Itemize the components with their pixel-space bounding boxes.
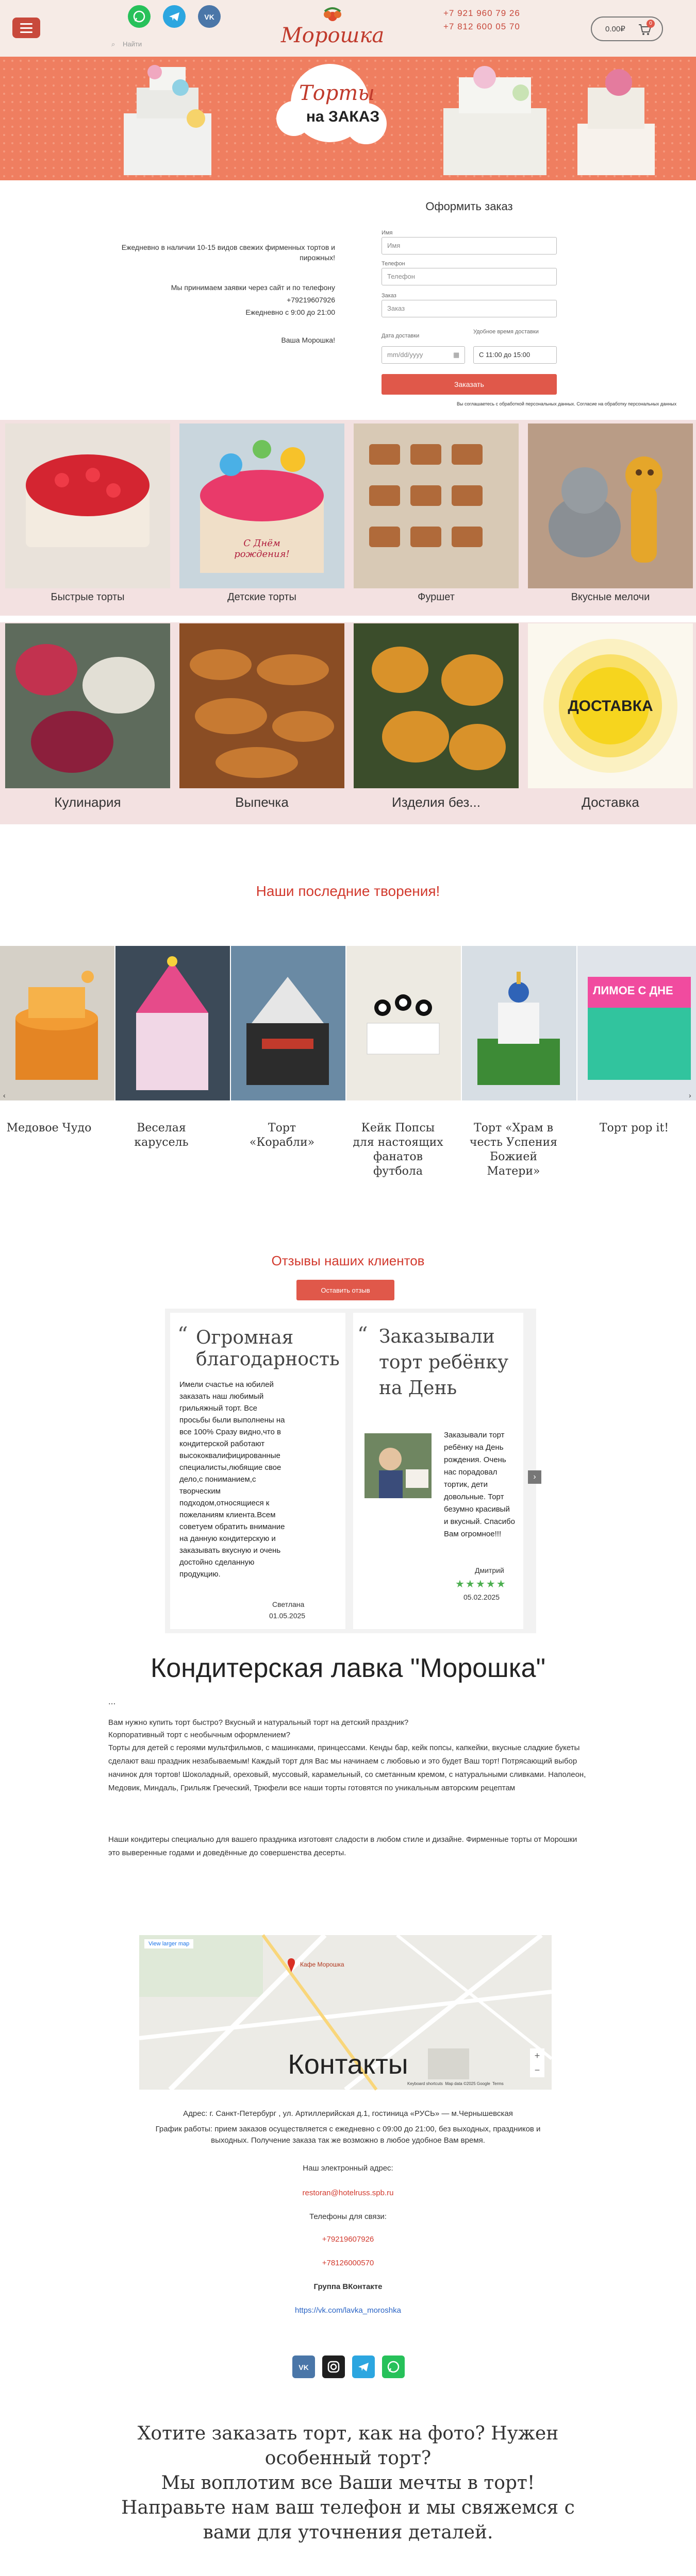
- contact-email-link[interactable]: restoran@hotelruss.spb.ru: [302, 2189, 394, 2197]
- hero-title: Торты: [299, 81, 375, 105]
- phones-label: Телефоны для связи:: [309, 2212, 387, 2221]
- review-date: 01.05.2025: [269, 1612, 306, 1620]
- review-text: Заказывали торт ребёнку на День рождения. Очень нас порадовал тортик, дети довольные. Торт безумно красивый и вкусный. Спасибо Вам огромное!!!: [444, 1431, 515, 1538]
- calendar-icon: ▦: [453, 351, 460, 359]
- cta-heading: Хотите заказать торт, как на фото? Нужен особенный торт? Мы воплотим все Ваши мечты в торт! Направьте нам ваш телефон и мы свяжемся с вами для уточнения деталей.: [121, 2423, 575, 2543]
- cart-button[interactable]: [591, 16, 663, 41]
- category-cooking[interactable]: [5, 623, 170, 819]
- work-slide[interactable]: [0, 946, 114, 1100]
- category-buffet[interactable]: [354, 423, 519, 609]
- contact-phone-link-1[interactable]: +79219607926: [322, 2235, 374, 2244]
- info-phone[interactable]: +79219607926: [287, 296, 335, 304]
- category-kids-cakes[interactable]: [179, 423, 344, 609]
- leave-review-button[interactable]: Оставить отзыв: [296, 1280, 394, 1300]
- about-paragraph: Корпоративный торт с необычным оформлением?: [108, 1731, 290, 1739]
- map-larger-link[interactable]: View larger map: [144, 1939, 193, 1948]
- review-stars: ★★★★★: [455, 1579, 507, 1590]
- hero-subtitle: на ЗАКАЗ: [306, 108, 380, 125]
- quote-icon: “: [357, 1323, 368, 1347]
- info-line: пирожных!: [300, 253, 335, 262]
- review-date: 05.02.2025: [463, 1593, 500, 1601]
- header-phone-1[interactable]: +7 921 960 79 26: [443, 8, 520, 18]
- category-image: [528, 423, 693, 588]
- work-title[interactable]: Веселая карусель: [134, 1122, 189, 1149]
- review-card: [353, 1313, 523, 1629]
- order-submit-button[interactable]: Заказать: [382, 374, 557, 395]
- work-slide[interactable]: [231, 946, 345, 1100]
- category-label: Быстрые торты: [51, 591, 125, 603]
- category-label: Доставка: [582, 794, 639, 810]
- hero-banner: [0, 57, 696, 180]
- category-free-from[interactable]: [354, 623, 519, 819]
- contact-hours: График работы: прием заказов осуществляется с ежедневно с 09:00 до 21:00, без выходных, праздников и выходных. Получение заказа так же возможно в любое удобное Вам время.: [155, 2125, 541, 2145]
- work-image-caption: ЛИМОЕ С ДНЕ: [593, 984, 673, 997]
- contacts-title: Контакты: [288, 2049, 408, 2080]
- carousel-prev-arrow[interactable]: ‹: [3, 1091, 6, 1099]
- work-slide[interactable]: [346, 946, 461, 1100]
- telegram-icon[interactable]: [352, 2355, 375, 2378]
- quote-icon: “: [177, 1323, 188, 1347]
- review-heading: Заказывали торт ребёнку на День: [379, 1326, 508, 1399]
- cart-count-badge: 0: [647, 20, 655, 28]
- about-title: Кондитерская лавка "Морошка": [150, 1653, 546, 1683]
- category-label: Фуршет: [418, 591, 455, 603]
- about-paragraph: Наши кондитеры специально для вашего праздника изготовят сладости в любом стиле и дизайне. Фирменные торты от Морошки это выверенные годами и доведённые до совершенства десерты.: [108, 1835, 577, 1857]
- vk-icon[interactable]: [292, 2355, 315, 2378]
- map-place-label: Кафе Морошка: [300, 1961, 344, 1968]
- search-icon: ⌕: [111, 40, 115, 48]
- date-label: Дата доставки: [382, 333, 420, 339]
- review-heading: Огромная благодарность: [196, 1327, 340, 1370]
- category-label: Детские торты: [227, 591, 296, 603]
- review-text: Имели счастье на юбилей заказать наш любимый грильяжный торт. Все просьбы были выполнены на все 100% Сразу видно,что в кондитерской работают высококвалифицированные специалисты,любящие свое дело,с пониманием,с творческим подходом,относящиеся к пожеланиям клиента.Всем советуем обратить внимание на данную кондитерскую и заказывать вкусную и очень достойно сделанную продукцию.: [179, 1380, 285, 1579]
- date-field[interactable]: mm/dd/yyyy ▦: [382, 346, 465, 364]
- category-fast-cakes[interactable]: [5, 423, 170, 609]
- header-phone-2[interactable]: +7 812 600 05 70: [443, 22, 520, 31]
- work-title[interactable]: Кейк Попсы для настоящих фанатов футбола: [353, 1122, 443, 1178]
- category-delivery[interactable]: [528, 623, 693, 819]
- work-slide[interactable]: [462, 946, 576, 1100]
- vk-group-link[interactable]: https://vk.com/lavka_moroshka: [295, 2306, 401, 2315]
- review-photo: [364, 1433, 432, 1498]
- work-slide[interactable]: [577, 946, 696, 1100]
- info-line: Мы принимаем заявки через сайт и по телефону: [171, 283, 335, 292]
- svg-text:Морошка: Морошка: [280, 24, 385, 47]
- instagram-icon[interactable]: [322, 2355, 345, 2378]
- svg-text:VK: VK: [204, 13, 214, 21]
- carousel-next-arrow[interactable]: ›: [689, 1091, 691, 1099]
- works-title: Наши последние творения!: [256, 883, 440, 899]
- work-title[interactable]: Торт pop it!: [599, 1122, 669, 1134]
- category-image: [354, 423, 519, 588]
- info-signature: Ваша Морошка!: [281, 336, 335, 344]
- agree-text: Вы соглашаетесь с обработкой персональных данных. Согласие на обработку персональных данных: [457, 401, 677, 406]
- time-select[interactable]: С 11:00 до 15:00: [473, 346, 557, 364]
- time-label: Удобное время доставки: [473, 329, 539, 335]
- email-label: Наш электронный адрес:: [303, 2164, 393, 2173]
- category-label: Изделия без...: [392, 794, 480, 810]
- about-paragraph: Вам нужно купить торт быстро? Вкусный и натуральный торт на детский праздник?: [108, 1718, 409, 1727]
- name-label: Имя: [382, 230, 393, 236]
- whatsapp-icon[interactable]: [382, 2355, 405, 2378]
- order-form-title: Оформить заказ: [425, 200, 513, 213]
- moroshka-logo[interactable]: [280, 6, 385, 50]
- category-label: Кулинария: [54, 794, 121, 810]
- info-line: Ежедневно с 9:00 до 21:00: [245, 308, 335, 316]
- reviews-title: Отзывы наших клиентов: [271, 1253, 425, 1268]
- contact-phone-link-2[interactable]: +78126000570: [322, 2259, 374, 2267]
- category-image: [5, 423, 170, 588]
- order-field[interactable]: Заказ: [382, 300, 557, 317]
- work-title[interactable]: Торт «Корабли»: [249, 1122, 315, 1149]
- search-input[interactable]: ⌕ Найти: [108, 37, 222, 52]
- category-label: Вкусные мелочи: [571, 591, 650, 603]
- category-image: [5, 623, 170, 788]
- vk-icon[interactable]: [198, 5, 221, 28]
- phone-field[interactable]: Телефон: [382, 268, 557, 285]
- name-field[interactable]: Имя: [382, 237, 557, 255]
- vk-group-label: Группа ВКонтакте: [313, 2282, 383, 2291]
- info-line: Ежедневно в наличии 10-15 видов свежих фирменных тортов и: [121, 243, 335, 251]
- site-header: [0, 0, 696, 57]
- about-dots: ...: [108, 1697, 116, 1706]
- category-image: [179, 423, 344, 588]
- map-zoom-control[interactable]: + −: [530, 2048, 544, 2077]
- review-author: Дмитрий: [475, 1566, 504, 1574]
- review-author: Светлана: [272, 1600, 305, 1608]
- map-attribution: Keyboard shortcuts Map data ©2025 Google Terms: [407, 2081, 504, 2086]
- cart-total: 0.00₽: [605, 25, 625, 33]
- cake-inscription: С Днём рождения!: [234, 538, 290, 560]
- order-label: Заказ: [382, 293, 396, 299]
- whatsapp-icon[interactable]: [128, 5, 151, 28]
- category-sweets[interactable]: [528, 423, 693, 609]
- category-image: [528, 623, 693, 788]
- review-card: [170, 1313, 345, 1629]
- delivery-tile-text: ДОСТАВКА: [568, 698, 653, 715]
- svg-text:VK: VK: [299, 2363, 309, 2371]
- phone-label: Телефон: [382, 261, 405, 267]
- work-slide[interactable]: [115, 946, 230, 1100]
- category-bakery[interactable]: [179, 623, 344, 819]
- category-image: [354, 623, 519, 788]
- category-label: Выпечка: [235, 794, 289, 810]
- menu-burger-button[interactable]: [12, 18, 40, 38]
- work-title[interactable]: Торт «Храм в честь Успения Божией Матери»: [469, 1122, 558, 1178]
- telegram-icon[interactable]: [163, 5, 186, 28]
- category-image: [179, 623, 344, 788]
- about-paragraph: Торты для детей с героями мультфильмов, с машинками, принцессами. Кенды бар, кейк попсы, капкейки, вкусные сладкие букеты сделают ваш праздник незабываемым! Каждый торт для Вас мы начинаем с любовью и это будет Ваш торт! Потрясающий выбор начинок для тортов! Шоколадный, ореховый, муссовый, карамельный, со сметанным кремом, с натуральными сливками. Наполеон, Медовик, Миндаль, Грильяж Греческий, Трюфели все наши торты готовятся по уникальным авторским рецептам: [108, 1743, 586, 1792]
- reviews-next-arrow[interactable]: ›: [528, 1470, 541, 1484]
- contact-address: Адрес: г. Санкт-Петербург , ул. Артиллерийская д.1, гостиница «РУСЬ» — м.Чернышевская: [183, 2109, 513, 2118]
- work-title[interactable]: Медовое Чудо: [6, 1122, 92, 1134]
